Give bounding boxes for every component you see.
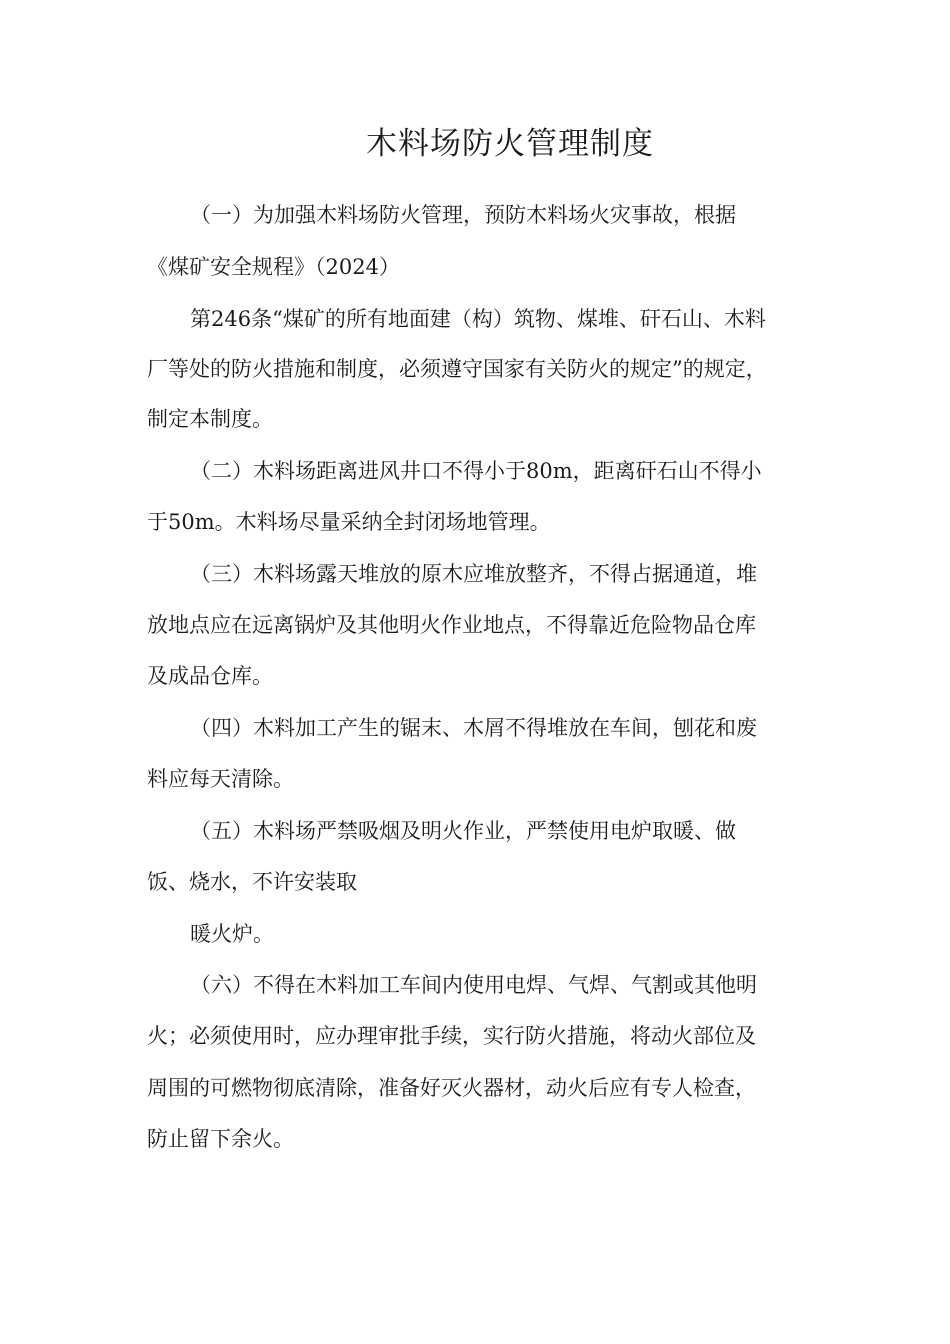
paragraph-line: （四）木料加工产生的锯末、木屑不得堆放在车间，刨花和废 (190, 716, 757, 740)
paragraph-line: 饭、烧水，不许安装取 (147, 870, 357, 894)
paragraph-line: （一）为加强木料场防火管理，预防木料场火灾事故，根据 (190, 203, 736, 227)
paragraph-line: 第246条“煤矿的所有地面建（构）筑物、煤堆、矸石山、木料 (190, 307, 766, 331)
paragraph-line: （三）木料场露天堆放的原木应堆放整齐，不得占据通道，堆 (190, 562, 757, 586)
paragraph-line: 及成品仓库。 (147, 664, 273, 688)
paragraph-line: 料应每天清除。 (147, 767, 294, 791)
paragraph-line: 放地点应在远离锅炉及其他明火作业地点，不得靠近危险物品仓库 (147, 613, 756, 637)
paragraph-line: 厂等处的防火措施和制度，必须遵守国家有关防火的规定”的规定， (147, 357, 767, 381)
paragraph-line: 暖火炉。 (190, 922, 274, 946)
paragraph-line: 于50m。木料场尽量采纳全封闭场地管理。 (147, 510, 551, 534)
paragraph-line: 周围的可燃物彻底清除，准备好灭火器材，动火后应有专人检查， (147, 1076, 756, 1100)
paragraph-line: 火；必须使用时，应办理审批手续，实行防火措施，将动火部位及 (147, 1024, 756, 1048)
paragraph-line: 防止留下余火。 (147, 1127, 294, 1151)
paragraph-line: （五）木料场严禁吸烟及明火作业，严禁使用电炉取暖、做 (190, 819, 736, 843)
paragraph-line: （二）木料场距离进风井口不得小于80m，距离矸石山不得小 (190, 459, 762, 483)
document-title: 木料场防火管理制度 (366, 126, 654, 162)
paragraph-line: （六）不得在木料加工车间内使用电焊、气焊、气割或其他明 (190, 973, 757, 997)
paragraph-line: 制定本制度。 (147, 407, 273, 431)
paragraph-line: 《煤矿安全规程》（2024） (147, 255, 400, 279)
